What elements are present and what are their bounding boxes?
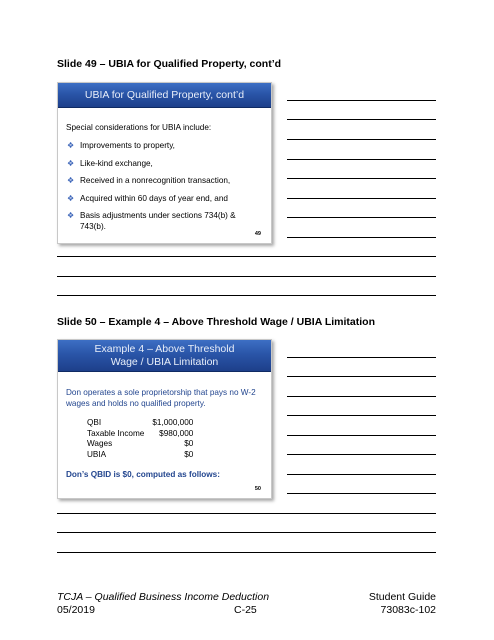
slide-49-heading: Slide 49 – UBIA for Qualified Property, cont’d: [57, 58, 282, 70]
note-line: [287, 493, 436, 494]
note-line: [57, 295, 436, 296]
slide-49-intro: Special considerations for UBIA include:: [66, 123, 212, 132]
diamond-bullet-icon: ❖: [67, 193, 75, 203]
table-cell-value: $0: [184, 449, 194, 459]
table-row: [87, 450, 195, 461]
bullet-text: Acquired within 60 days of year end, and: [80, 193, 228, 203]
slide-50-title-line: Example 4 – Above Threshold: [94, 343, 235, 355]
note-line: [287, 159, 436, 160]
note-line: [287, 376, 436, 377]
slide-50-body: [66, 387, 259, 488]
slide-50-title-line: Wage / UBIA Limitation: [110, 356, 219, 368]
list-item: [66, 210, 263, 232]
note-line: [287, 415, 436, 416]
footer-document-id: 73083c-102: [380, 604, 436, 616]
slide-49-body: [66, 122, 263, 239]
table-row: [87, 418, 195, 429]
slide-49-thumbnail: [57, 82, 272, 244]
note-line: [287, 119, 436, 120]
slide-50-number: 50: [254, 486, 261, 492]
list-item: [66, 158, 263, 169]
footer-page-number: C-25: [234, 604, 257, 616]
diamond-bullet-icon: ❖: [67, 158, 75, 168]
table-row: [87, 439, 195, 450]
note-line: [287, 454, 436, 455]
bullet-text: Improvements to property,: [80, 141, 175, 150]
note-line: [287, 396, 436, 397]
footer-guide-label: Student Guide: [368, 591, 436, 603]
bullet-text: Received in a nonrecognition transaction,: [80, 176, 231, 185]
note-line: [287, 139, 436, 140]
table-cell-value: $1,000,000: [152, 418, 194, 427]
slide-50-heading: Slide 50 – Example 4 – Above Threshold Wage / UBIA Limitation: [57, 316, 375, 328]
slide-50-thumbnail: [57, 339, 272, 499]
table-row: [87, 429, 195, 440]
note-line: [57, 552, 436, 553]
note-line: [287, 178, 436, 179]
note-line: [57, 256, 436, 257]
footer-date: 05/2019: [57, 604, 95, 616]
table-cell-value: $980,000: [159, 428, 194, 438]
table-cell-label: QBI: [87, 418, 102, 427]
note-line: [287, 357, 436, 358]
note-line: [287, 474, 436, 475]
diamond-bullet-icon: ❖: [67, 211, 75, 220]
table-cell-value: $0: [184, 439, 194, 448]
note-line: [57, 513, 436, 514]
note-line: [287, 237, 436, 238]
note-line: [287, 100, 436, 101]
list-item: [66, 140, 263, 151]
qbi-table: [87, 418, 195, 460]
slide-50-intro: Don operates a sole proprietorship that pays no W-2 wages and holds no qualified property.: [66, 388, 256, 408]
diamond-bullet-icon: ❖: [67, 176, 75, 185]
table-cell-label: UBIA: [87, 449, 107, 459]
footer-course-title: TCJA – Qualified Business Income Deduction: [57, 591, 270, 603]
slide-49-title: UBIA for Qualified Property, cont’d: [58, 83, 271, 108]
note-line: [287, 198, 436, 199]
note-line: [287, 217, 436, 218]
table-cell-label: Taxable Income: [87, 428, 145, 438]
note-line: [57, 532, 436, 533]
bullet-text: Basis adjustments under sections 734(b) & 743(b).: [80, 211, 236, 231]
slide-50-title: [58, 340, 271, 372]
diamond-bullet-icon: ❖: [67, 141, 75, 150]
slide-49-bullet-list: [66, 140, 263, 232]
slide-49-number: 49: [254, 231, 261, 237]
table-cell-label: Wages: [87, 439, 113, 448]
list-item: [66, 193, 263, 204]
list-item: [66, 175, 263, 186]
note-line: [287, 435, 436, 436]
slide-50-conclusion: Don’s QBID is $0, computed as follows:: [66, 470, 220, 479]
note-line: [57, 276, 436, 277]
bullet-text: Like-kind exchange,: [80, 158, 153, 168]
